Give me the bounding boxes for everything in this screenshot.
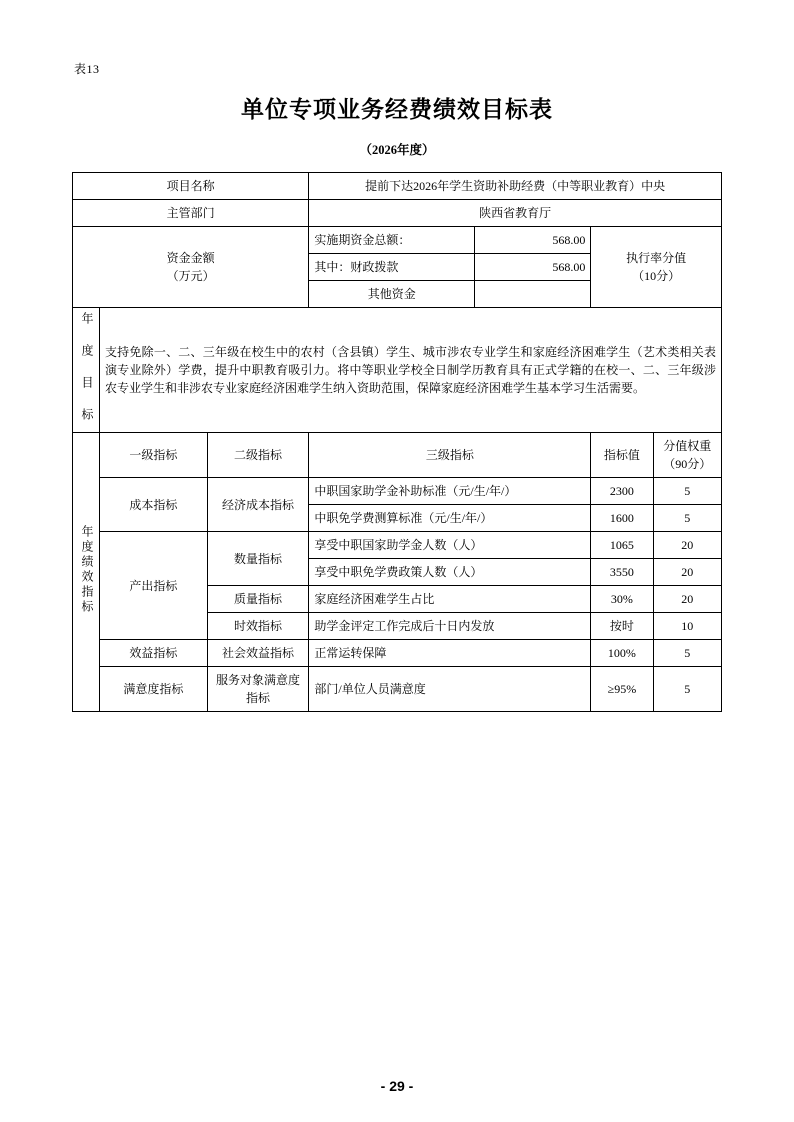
table-row-indicator-header: [73, 433, 722, 478]
indicator-level3: 享受中职免学费政策人数（人）: [309, 559, 591, 586]
indicator-value: 30%: [591, 586, 653, 613]
indicator-header-weight-line1: 分值权重: [663, 439, 712, 453]
indicator-level2: 数量指标: [207, 532, 309, 586]
indicator-header-level2: 二级指标: [207, 433, 309, 478]
fund-amount-label-line2: （万元）: [166, 269, 215, 283]
department-value: 陕西省教育厅: [309, 200, 722, 227]
indicator-level1: 满意度指标: [99, 667, 207, 712]
indicator-level2: 服务对象满意度指标: [207, 667, 309, 712]
exec-rate-score-line1: 执行率分值: [626, 251, 687, 265]
page-title: 单位专项业务经费绩效目标表: [241, 96, 553, 122]
indicator-side-label-text: 年度绩效指标: [80, 524, 94, 615]
fund-amount-label-line1: 资金金额: [166, 251, 215, 265]
table-row-project-name: [73, 173, 722, 200]
table-row: [73, 640, 722, 667]
indicator-level1: 产出指标: [99, 532, 207, 640]
indicator-level2: 经济成本指标: [207, 478, 309, 532]
indicator-value: 100%: [591, 640, 653, 667]
indicator-level3: 助学金评定工作完成后十日内发放: [309, 613, 591, 640]
table-row-fund-total: [73, 227, 722, 254]
table-row-department: [73, 200, 722, 227]
fund-item-label-0: 实施期资金总额：: [309, 227, 475, 254]
indicator-weight: 5: [653, 478, 722, 505]
indicator-header-value: 指标值: [591, 433, 653, 478]
indicator-header-level1-text: 一级指标: [129, 448, 178, 462]
indicator-level1: 效益指标: [99, 640, 207, 667]
table-row: [73, 532, 722, 559]
annual-goal-label: [73, 308, 100, 433]
indicator-weight: 5: [653, 640, 722, 667]
indicator-level2: 社会效益指标: [207, 640, 309, 667]
indicator-header-level3: 三级指标: [309, 433, 591, 478]
project-name-value: 提前下达2026年学生资助补助经费（中等职业教育）中央: [309, 173, 722, 200]
indicator-weight: 5: [653, 505, 722, 532]
annual-goal-label-text: 年 度 目 标: [80, 312, 94, 423]
indicator-value: 1065: [591, 532, 653, 559]
table-row: [73, 667, 722, 712]
table-row-annual-goal: [73, 308, 722, 433]
indicator-level3: 中职国家助学金补助标准（元/生/年/）: [309, 478, 591, 505]
indicator-weight: 20: [653, 559, 722, 586]
indicator-level3: 家庭经济困难学生占比: [309, 586, 591, 613]
indicator-level3: 中职免学费测算标准（元/生/年/）: [309, 505, 591, 532]
annual-goal-text: 支持免除一、二、三年级在校生中的农村（含县镇）学生、城市涉农专业学生和家庭经济困难学生（艺术类相关表演专业除外）学费，提升中职教育吸引力。将中等职业学校全日制学历教育具有正式学籍的在校一、二、三年级涉农专业学生和非涉农专业家庭经济困难学生纳入资助范围，保障家庭经济困难学生基本学习生活需要。: [99, 308, 721, 433]
page-subtitle: （2026年度）: [359, 143, 435, 157]
indicator-weight: 20: [653, 586, 722, 613]
indicator-level1: 成本指标: [99, 478, 207, 532]
fund-item-label-1: 其中：财政拨款: [309, 254, 475, 281]
indicator-value: 按时: [591, 613, 653, 640]
page-footer: [0, 1078, 794, 1094]
indicator-header-weight: [653, 433, 722, 478]
exec-rate-score: [591, 227, 722, 308]
indicator-header-level1: [99, 433, 207, 478]
fund-item-value-0: 568.00: [475, 227, 591, 254]
page-number: - 29 -: [380, 1078, 414, 1094]
indicator-weight: 5: [653, 667, 722, 712]
table-row: [73, 478, 722, 505]
fund-item-value-2: [475, 281, 591, 308]
fund-item-label-2: 其他资金: [309, 281, 475, 308]
indicator-value: 2300: [591, 478, 653, 505]
indicator-value: 3550: [591, 559, 653, 586]
department-label: 主管部门: [73, 200, 309, 227]
indicator-level2: 质量指标: [207, 586, 309, 613]
indicator-level3: 正常运转保障: [309, 640, 591, 667]
sheet-number: 表13: [74, 62, 100, 76]
indicator-weight: 10: [653, 613, 722, 640]
indicator-level2: 时效指标: [207, 613, 309, 640]
fund-amount-label: [73, 227, 309, 308]
indicator-side-label: [73, 433, 100, 712]
fund-item-value-1: 568.00: [475, 254, 591, 281]
indicator-level3: 享受中职国家助学金人数（人）: [309, 532, 591, 559]
indicator-header-weight-line2: （90分）: [663, 457, 712, 471]
indicator-level3: 部门/单位人员满意度: [309, 667, 591, 712]
project-name-label: 项目名称: [73, 173, 309, 200]
indicator-value: ≥95%: [591, 667, 653, 712]
performance-goal-table: [72, 172, 722, 712]
exec-rate-score-line2: （10分）: [632, 269, 681, 283]
indicator-value: 1600: [591, 505, 653, 532]
indicator-weight: 20: [653, 532, 722, 559]
